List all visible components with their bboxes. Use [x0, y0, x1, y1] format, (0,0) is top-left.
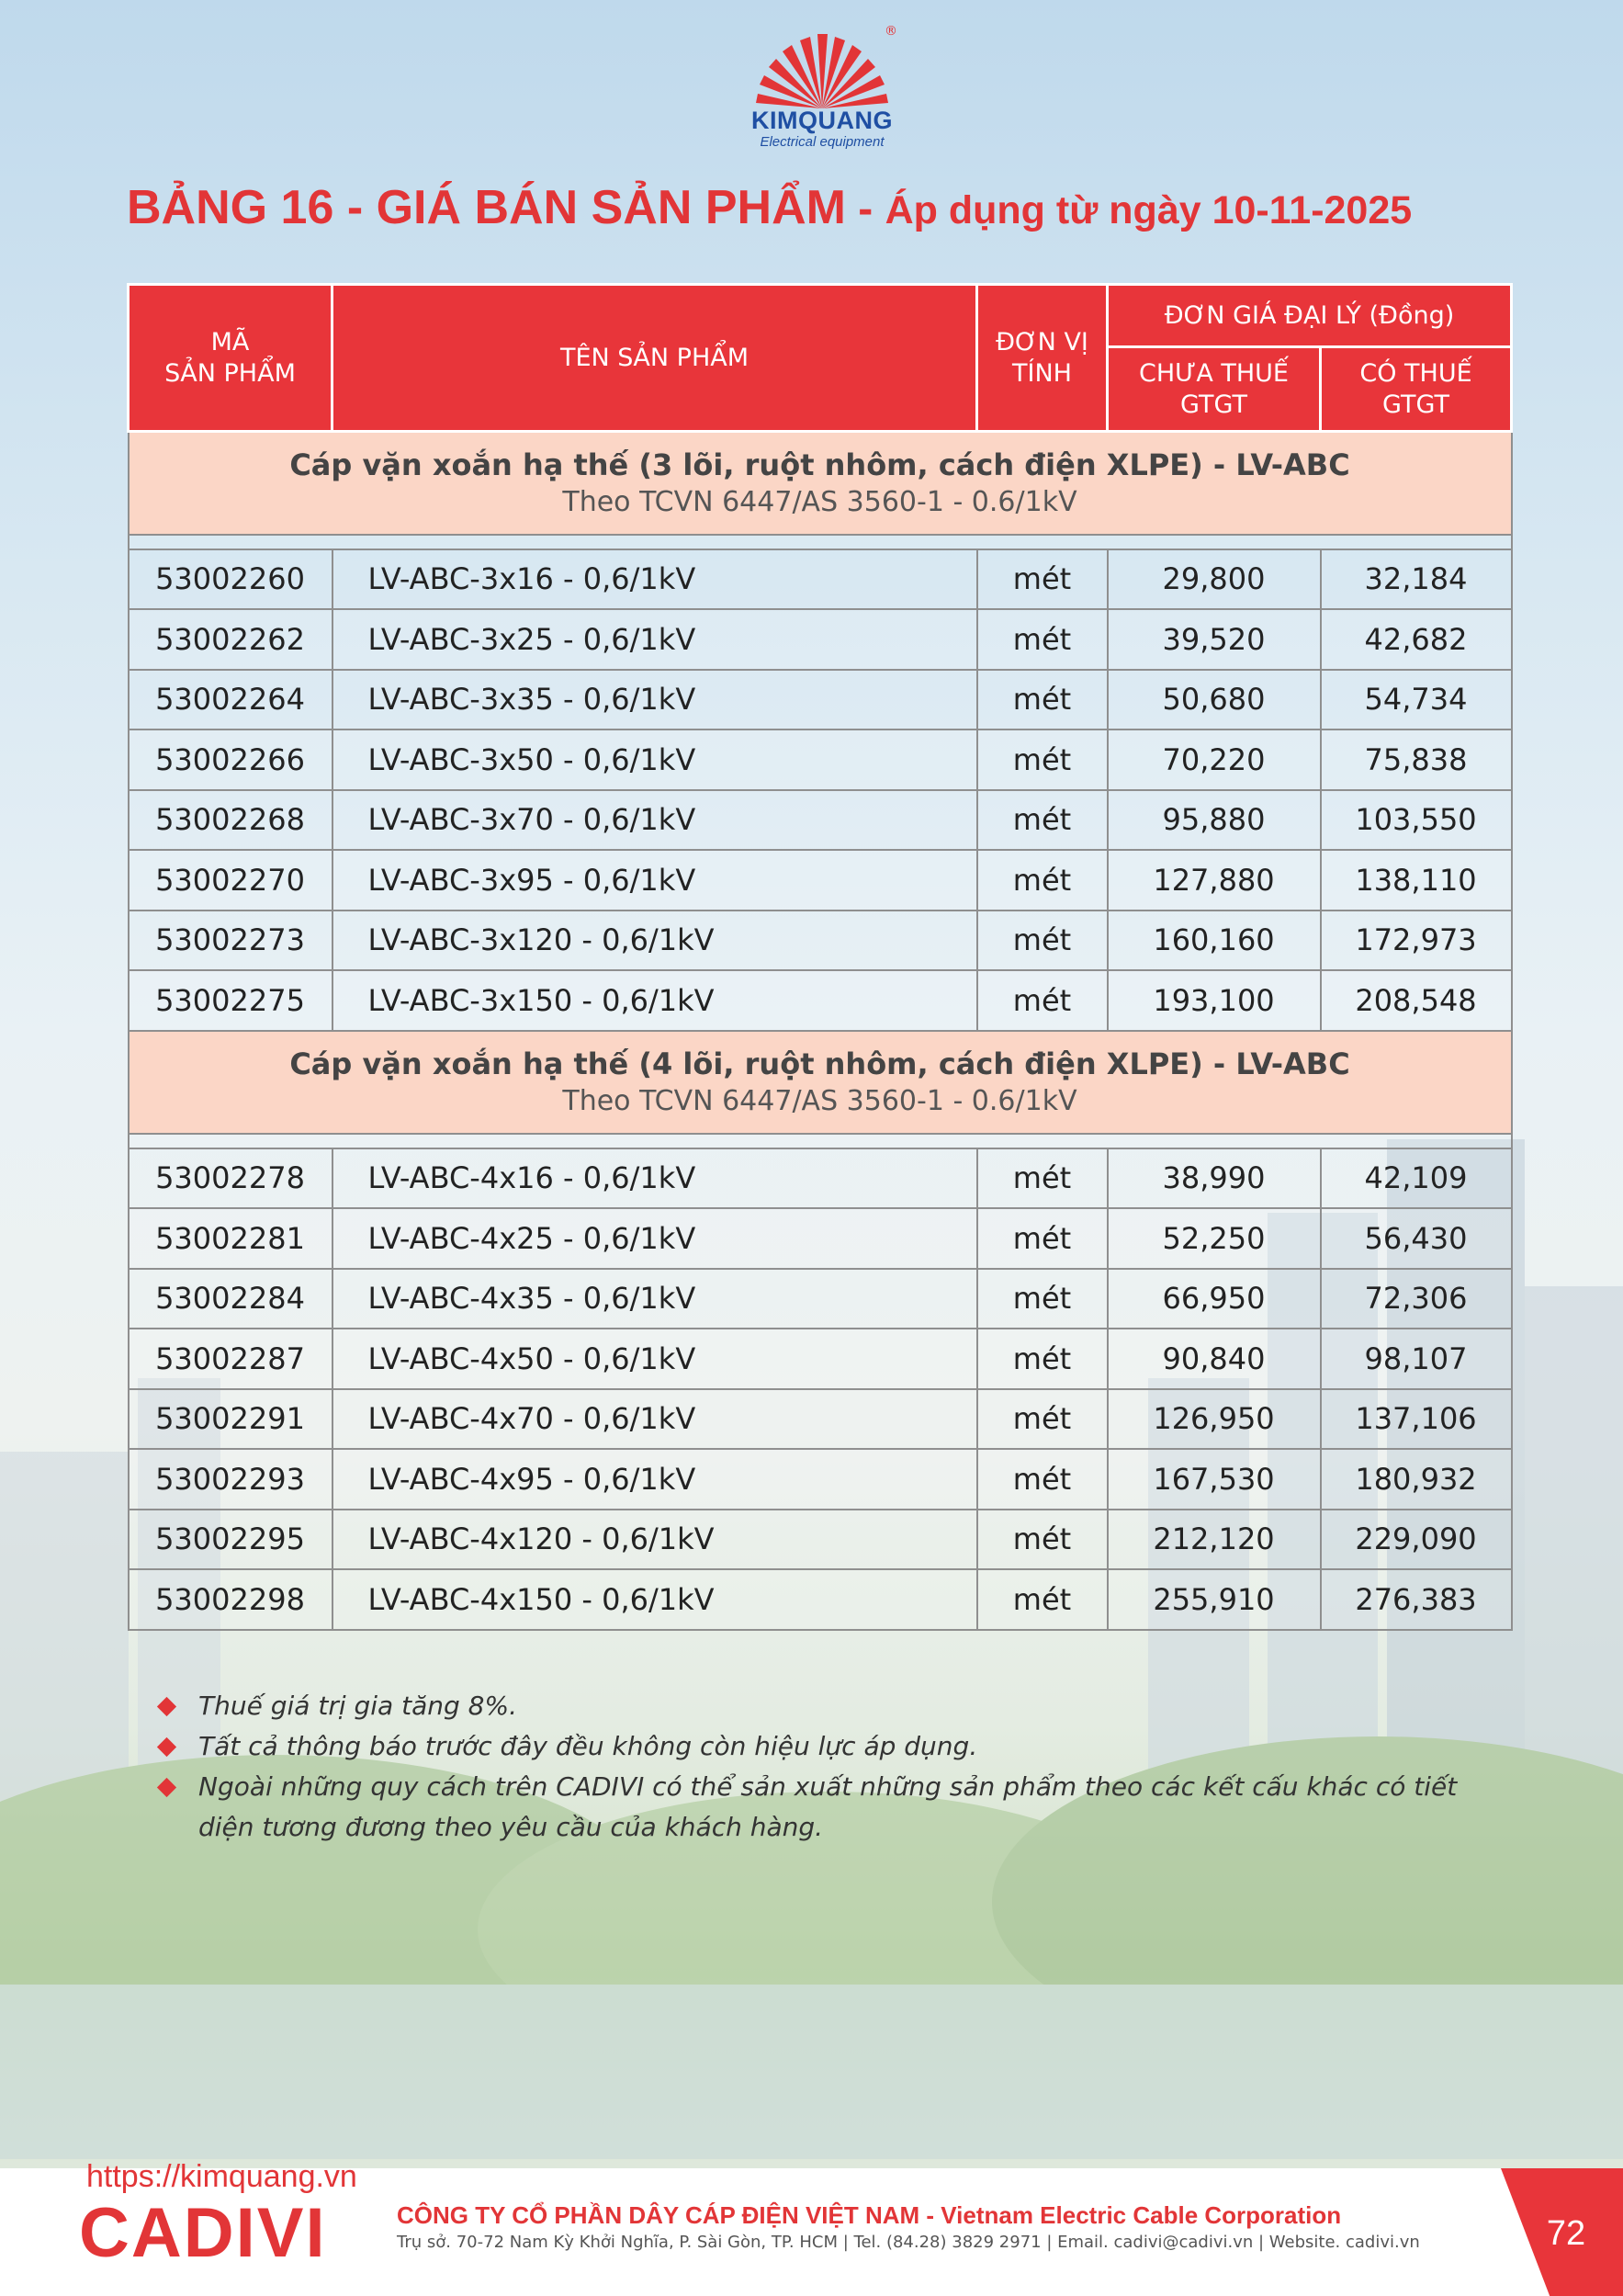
product-code: 53002268: [129, 790, 332, 851]
price-ex-vat: 167,530: [1108, 1449, 1321, 1510]
table-row: [129, 1389, 1512, 1450]
note-item: [154, 1767, 1514, 1848]
table-row: [129, 1510, 1512, 1570]
product-code: 53002298: [129, 1569, 332, 1630]
product-unit: mét: [977, 1449, 1108, 1510]
section-gap: [129, 535, 1512, 549]
table-row: [129, 1269, 1512, 1329]
price-inc-vat: 208,548: [1321, 970, 1512, 1031]
header-price-group: ĐƠN GIÁ ĐẠI LÝ (Đồng): [1108, 285, 1512, 347]
price-ex-vat: 212,120: [1108, 1510, 1321, 1570]
table-row: [129, 1569, 1512, 1630]
section-header-row: [129, 432, 1512, 535]
product-unit: mét: [977, 1269, 1108, 1329]
price-ex-vat: 50,680: [1108, 670, 1321, 730]
product-code: 53002260: [129, 549, 332, 610]
diamond-bullet-icon: [157, 1778, 176, 1797]
title-main: BẢNG 16 - GIÁ BÁN SẢN PHẨM: [127, 181, 846, 234]
price-inc-vat: 42,682: [1321, 609, 1512, 670]
header-unit: ĐƠN VỊ TÍNH: [977, 285, 1108, 432]
product-name: LV-ABC-3x25 - 0,6/1kV: [332, 609, 977, 670]
product-unit: mét: [977, 790, 1108, 851]
price-ex-vat: 70,220: [1108, 730, 1321, 790]
footer-company-name: CÔNG TY CỔ PHẦN DÂY CÁP ĐIỆN VIỆT NAM - Vietnam Electric Cable Corporation: [397, 2201, 1342, 2229]
price-ex-vat: 95,880: [1108, 790, 1321, 851]
kimquang-logo: [730, 24, 914, 151]
product-name: LV-ABC-4x120 - 0,6/1kV: [332, 1510, 977, 1570]
section-header-row: [129, 1031, 1512, 1134]
page-number: 72: [1546, 2214, 1586, 2253]
section-gap: [129, 1134, 1512, 1148]
price-ex-vat: 29,800: [1108, 549, 1321, 610]
price-inc-vat: 75,838: [1321, 730, 1512, 790]
price-ex-vat: 66,950: [1108, 1269, 1321, 1329]
price-inc-vat: 138,110: [1321, 850, 1512, 910]
price-ex-vat: 255,910: [1108, 1569, 1321, 1630]
price-ex-vat: 90,840: [1108, 1329, 1321, 1389]
product-name: LV-ABC-3x120 - 0,6/1kV: [332, 910, 977, 971]
section-header: [129, 1031, 1512, 1134]
product-name: LV-ABC-4x70 - 0,6/1kV: [332, 1389, 977, 1450]
note-item: [154, 1686, 1514, 1726]
product-code: 53002264: [129, 670, 332, 730]
product-name: LV-ABC-3x16 - 0,6/1kV: [332, 549, 977, 610]
table-row: [129, 850, 1512, 910]
table-row: [129, 670, 1512, 730]
product-name: LV-ABC-4x95 - 0,6/1kV: [332, 1449, 977, 1510]
price-inc-vat: 180,932: [1321, 1449, 1512, 1510]
price-table: [127, 283, 1513, 1631]
price-ex-vat: 38,990: [1108, 1148, 1321, 1209]
table-row: [129, 970, 1512, 1031]
product-name: LV-ABC-3x70 - 0,6/1kV: [332, 790, 977, 851]
table-row: [129, 1449, 1512, 1510]
product-unit: mét: [977, 609, 1108, 670]
cadivi-logo: CADIVI: [79, 2194, 327, 2272]
logo-tagline: Electrical equipment: [760, 134, 885, 150]
product-code: 53002291: [129, 1389, 332, 1450]
diamond-bullet-icon: [157, 1697, 176, 1716]
product-unit: mét: [977, 1510, 1108, 1570]
section-header: [129, 432, 1512, 535]
price-inc-vat: 103,550: [1321, 790, 1512, 851]
header-price-ex-vat: CHƯA THUẾ GTGT: [1108, 347, 1321, 432]
price-inc-vat: 98,107: [1321, 1329, 1512, 1389]
product-unit: mét: [977, 910, 1108, 971]
price-inc-vat: 32,184: [1321, 549, 1512, 610]
product-code: 53002287: [129, 1329, 332, 1389]
table-row: [129, 910, 1512, 971]
price-inc-vat: 42,109: [1321, 1148, 1512, 1209]
gap-cell: [129, 1134, 1512, 1148]
product-code: 53002266: [129, 730, 332, 790]
product-name: LV-ABC-4x150 - 0,6/1kV: [332, 1569, 977, 1630]
price-ex-vat: 39,520: [1108, 609, 1321, 670]
table-row: [129, 1329, 1512, 1389]
product-name: LV-ABC-3x50 - 0,6/1kV: [332, 730, 977, 790]
section-title: Cáp vặn xoắn hạ thế (3 lõi, ruột nhôm, cách điện XLPE) - LV-ABC: [289, 447, 1350, 482]
price-ex-vat: 127,880: [1108, 850, 1321, 910]
table-row: [129, 1148, 1512, 1209]
price-inc-vat: 54,734: [1321, 670, 1512, 730]
product-name: LV-ABC-4x50 - 0,6/1kV: [332, 1329, 977, 1389]
price-inc-vat: 56,430: [1321, 1208, 1512, 1269]
product-code: 53002262: [129, 609, 332, 670]
logo-wordmark: KIMQUANG: [751, 107, 893, 134]
table-row: [129, 549, 1512, 610]
product-unit: mét: [977, 1569, 1108, 1630]
footer-address: Trụ sở. 70-72 Nam Kỳ Khởi Nghĩa, P. Sài Gòn, TP. HCM | Tel. (84.28) 3829 2971 | Email. cadivi@cadivi.vn | Website. cadivi.vn: [397, 2233, 1420, 2252]
price-inc-vat: 172,973: [1321, 910, 1512, 971]
product-unit: mét: [977, 1329, 1108, 1389]
title-effective-date: Áp dụng từ ngày 10-11-2025: [885, 188, 1413, 232]
note-text: Tất cả thông báo trước đây đều không còn hiệu lực áp dụng.: [198, 1731, 978, 1761]
product-name: LV-ABC-4x25 - 0,6/1kV: [332, 1208, 977, 1269]
price-ex-vat: 52,250: [1108, 1208, 1321, 1269]
product-unit: mét: [977, 1148, 1108, 1209]
price-ex-vat: 126,950: [1108, 1389, 1321, 1450]
table-row: [129, 609, 1512, 670]
table-row: [129, 790, 1512, 851]
product-unit: mét: [977, 970, 1108, 1031]
footer-url-link[interactable]: https://kimquang.vn: [86, 2159, 357, 2194]
product-name: LV-ABC-4x35 - 0,6/1kV: [332, 1269, 977, 1329]
product-name: LV-ABC-4x16 - 0,6/1kV: [332, 1148, 977, 1209]
product-code: 53002284: [129, 1269, 332, 1329]
product-unit: mét: [977, 730, 1108, 790]
product-unit: mét: [977, 850, 1108, 910]
product-name: LV-ABC-3x150 - 0,6/1kV: [332, 970, 977, 1031]
product-name: LV-ABC-3x35 - 0,6/1kV: [332, 670, 977, 730]
page-title: [127, 180, 1523, 235]
price-inc-vat: 72,306: [1321, 1269, 1512, 1329]
product-code: 53002281: [129, 1208, 332, 1269]
product-code: 53002278: [129, 1148, 332, 1209]
note-text: Thuế giá trị gia tăng 8%.: [198, 1691, 517, 1721]
section-standard: Theo TCVN 6447/AS 3560-1 - 0.6/1kV: [562, 1084, 1077, 1117]
price-ex-vat: 193,100: [1108, 970, 1321, 1031]
table-row: [129, 1208, 1512, 1269]
product-code: 53002295: [129, 1510, 332, 1570]
price-inc-vat: 137,106: [1321, 1389, 1512, 1450]
section-title: Cáp vặn xoắn hạ thế (4 lõi, ruột nhôm, cách điện XLPE) - LV-ABC: [289, 1046, 1350, 1081]
product-code: 53002275: [129, 970, 332, 1031]
price-inc-vat: 229,090: [1321, 1510, 1512, 1570]
header-name: TÊN SẢN PHẨM: [332, 285, 977, 432]
table-row: [129, 730, 1512, 790]
header-price-inc-vat: CÓ THUẾ GTGT: [1321, 347, 1512, 432]
header-code: MÃ SẢN PHẨM: [129, 285, 332, 432]
registered-mark: ®: [885, 24, 897, 39]
section-standard: Theo TCVN 6447/AS 3560-1 - 0.6/1kV: [562, 485, 1077, 518]
price-ex-vat: 160,160: [1108, 910, 1321, 971]
note-item: [154, 1726, 1514, 1767]
note-text: Ngoài những quy cách trên CADIVI có thể sản xuất những sản phẩm theo các kết cấu khác có tiết diện tương đương theo yêu cầu của khách hàng.: [198, 1771, 1458, 1842]
product-code: 53002293: [129, 1449, 332, 1510]
product-code: 53002270: [129, 850, 332, 910]
product-unit: mét: [977, 1389, 1108, 1450]
title-separator: -: [845, 185, 885, 233]
gap-cell: [129, 535, 1512, 549]
product-unit: mét: [977, 670, 1108, 730]
product-unit: mét: [977, 549, 1108, 610]
product-name: LV-ABC-3x95 - 0,6/1kV: [332, 850, 977, 910]
notes-list: [154, 1686, 1514, 1848]
price-inc-vat: 276,383: [1321, 1569, 1512, 1630]
product-code: 53002273: [129, 910, 332, 971]
diamond-bullet-icon: [157, 1737, 176, 1757]
product-unit: mét: [977, 1208, 1108, 1269]
